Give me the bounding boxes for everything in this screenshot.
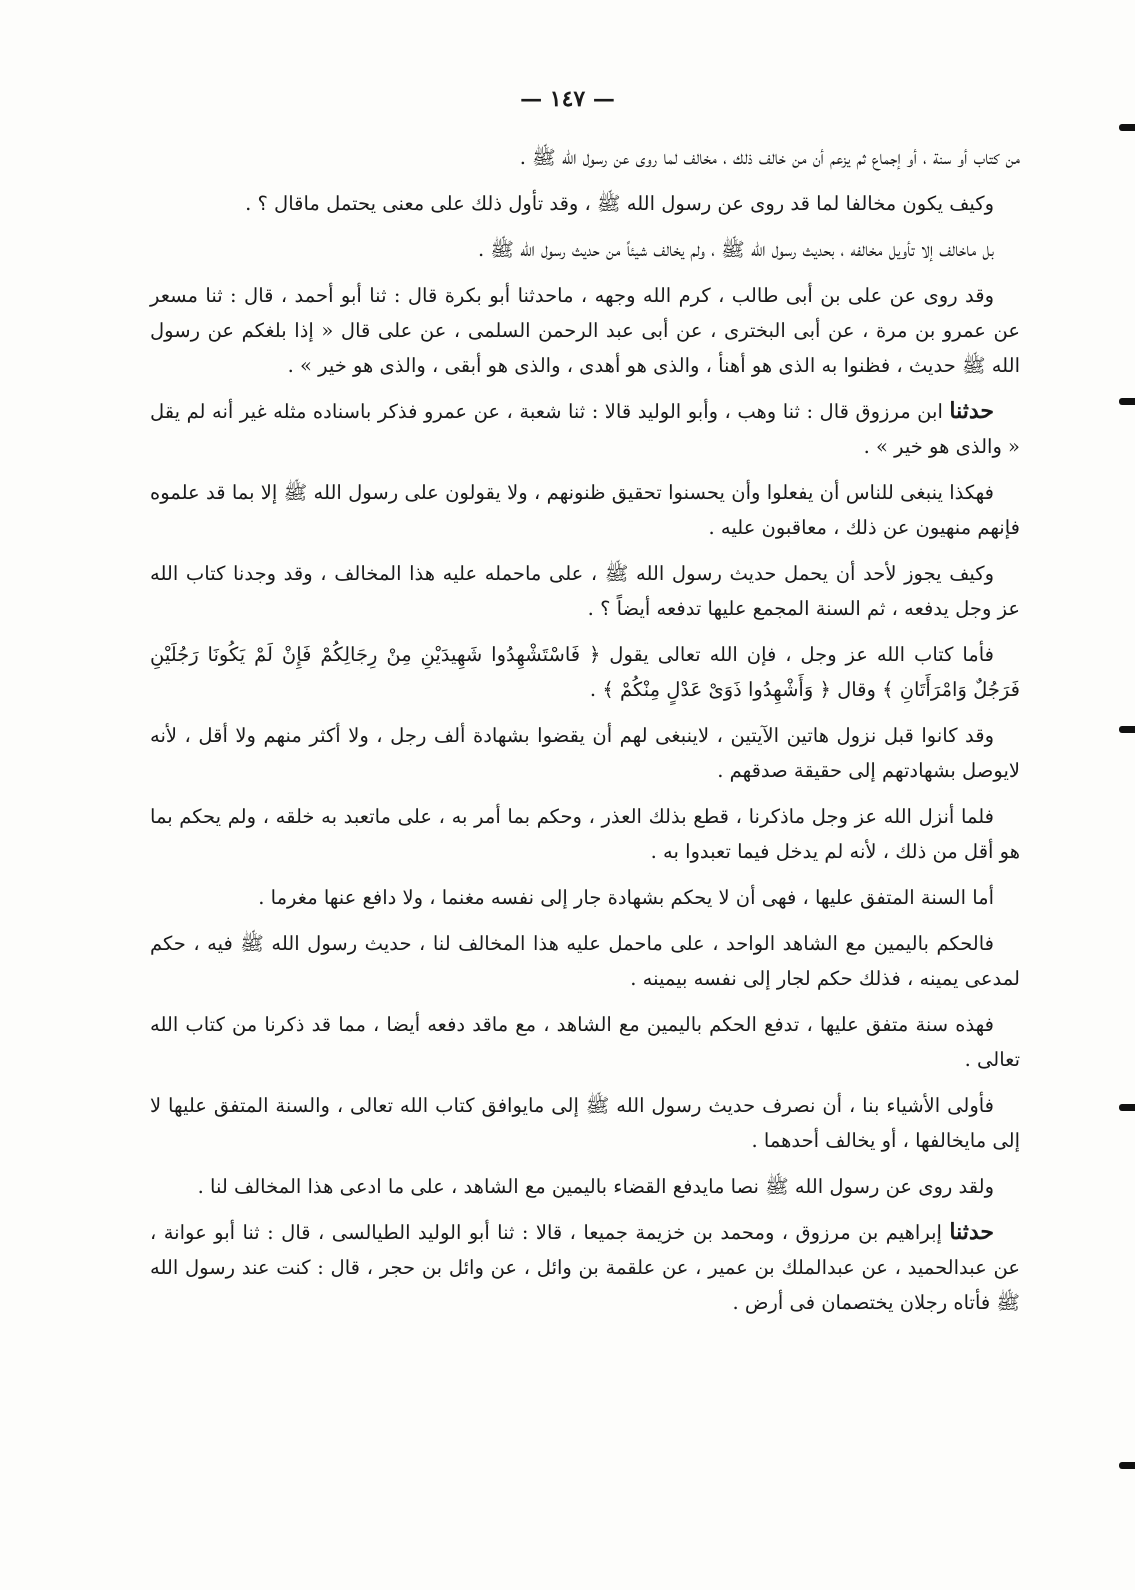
paragraph-text: فلما أنزل الله عز وجل ماذكرنا ، قطع بذلك العذر ، وحكم بما أمر به ، على ماتعبد به خلقه ، ولم يحكم بما هو أقل من ذلك ، لأنه لم يدخل فيما تعبدوا به . (150, 805, 1020, 863)
margin-mark (1119, 726, 1135, 733)
paragraph (150, 278, 1020, 383)
paragraph (150, 186, 1020, 221)
paragraph (150, 232, 1020, 267)
margin-mark (1119, 124, 1135, 131)
paragraph (150, 1007, 1020, 1077)
paragraph-text: بل ماخالف إلا تأويل مخالفه ، بحديث رسول الله ﷺ ، ولم يخالف شيئاً من حديث رسول الله ﷺ . (478, 238, 994, 261)
text-body (150, 140, 1020, 1331)
paragraph (150, 1215, 1020, 1320)
paragraph (150, 140, 1020, 175)
paragraph (150, 637, 1020, 707)
paragraph (150, 880, 1020, 915)
paragraph (150, 799, 1020, 869)
paragraph (150, 926, 1020, 996)
paragraph-keyword: حدثنا (949, 398, 994, 424)
page-number: — ١٤٧ — (520, 86, 615, 112)
paragraph (150, 1169, 1020, 1204)
paragraph-text: وكيف يكون مخالفا لما قد روى عن رسول الله ﷺ ، وقد تأول ذلك على معنى يحتمل ماقال ؟ . (245, 192, 994, 215)
paragraph-text: وقد روى عن على بن أبى طالب ، كرم الله وجهه ، ماحدثنا أبو بكرة قال : ثنا أبو أحمد ، قال : ثنا مسعر عن عمرو بن مرة ، عن أبى البخترى ، عن أبى عبد الرحمن السلمى ، عن على قال « إذا بلغكم عن رسول الله ﷺ حديث ، فظنوا به الذى هو أهنأ ، والذى هو أهدى ، والذى هو أبقى ، والذى هو خير » . (150, 284, 1020, 377)
paragraph (150, 394, 1020, 464)
paragraph-text: فالحكم باليمين مع الشاهد الواحد ، على ماحمل عليه هذا المخالف لنا ، حديث رسول الله ﷺ فيه ، حكم لمدعى يمينه ، فذلك حكم لجار إلى نفسه بيمينه . (150, 932, 1020, 990)
paragraph (150, 718, 1020, 788)
paragraph-text: ابن مرزوق قال : ثنا وهب ، وأبو الوليد قالا : ثنا شعبة ، عن عمرو فذكر باسناده مثله غير أنه لم يقل « والذى هو خير » . (150, 400, 1020, 458)
paragraph-text: وقد كانوا قبل نزول هاتين الآيتين ، لاينبغى لهم أن يقضوا بشهادة ألف رجل ، ولا أكثر منهم ولا أقل ، لأنه لايوصل بشهادتهم إلى حقيقة صدقهم . (150, 724, 1020, 782)
paragraph-text: إبراهيم بن مرزوق ، ومحمد بن خزيمة جميعا ، قالا : ثنا أبو الوليد الطيالسى ، قال : ثنا أبو عوانة ، عن عبدالحميد ، عن عبدالملك بن عمير ، عن علقمة بن وائل ، عن وائل بن حجر ، قال : كنت عند رسول الله ﷺ فأتاه رجلان يختصمان فى أرض . (150, 1221, 1020, 1314)
paragraph-text: ولقد روى عن رسول الله ﷺ نصا مايدفع القضاء باليمين مع الشاهد ، على ما ادعى هذا المخالف لنا . (197, 1175, 994, 1198)
paragraph-text: فهذه سنة متفق عليها ، تدفع الحكم باليمين مع الشاهد ، مع ماقد دفعه أيضا ، مما قد ذكرنا من كتاب الله تعالى . (150, 1013, 1020, 1071)
paragraph-text: أما السنة المتفق عليها ، فهى أن لا يحكم بشهادة جار إلى نفسه مغنما ، ولا دافع عنها مغرما . (258, 886, 994, 909)
paragraph (150, 556, 1020, 626)
margin-mark (1119, 398, 1135, 405)
paragraph-text: فهكذا ينبغى للناس أن يفعلوا وأن يحسنوا تحقيق ظنونهم ، ولا يقولون على رسول الله ﷺ إلا بما قد علموه فإنهم منهيون عن ذلك ، معاقبون عليه . (150, 481, 1020, 539)
paragraph-text: فأولى الأشياء بنا ، أن نصرف حديث رسول الله ﷺ إلى مايوافق كتاب الله تعالى ، والسنة المتفق عليها لا إلى مايخالفها ، أو يخالف أحدهما . (150, 1094, 1020, 1152)
margin-mark (1119, 1462, 1135, 1469)
paragraph (150, 475, 1020, 545)
paragraph-text: وكيف يجوز لأحد أن يحمل حديث رسول الله ﷺ ، على ماحمله عليه هذا المخالف ، وقد وجدنا كتاب الله عز وجل يدفعه ، ثم السنة المجمع عليها تدفعه أيضاً ؟ . (150, 562, 1020, 620)
paragraph-text: من كتاب أو سنة ، أو إجماع ثم يزعم أن من خالف ذلك ، مخالف لما روى عن رسول الله ﷺ . (519, 146, 1020, 169)
paragraph-text: فأما كتاب الله عز وجل ، فإن الله تعالى يقول ﴿ فَاسْتَشْهِدُوا شَهِيدَيْنِ مِنْ رِجَالِكُمْ فَإِنْ لَمْ يَكُونَا رَجُلَيْنِ فَرَجُلٌ وَامْرَأَتَانِ ﴾ وقال ﴿ وَأَشْهِدُوا ذَوَىْ عَدْلٍ مِنْكُمْ ﴾ . (150, 643, 1020, 701)
margin-mark (1119, 1104, 1135, 1111)
paragraph (150, 1088, 1020, 1158)
paragraph-keyword: حدثنا (949, 1219, 994, 1245)
